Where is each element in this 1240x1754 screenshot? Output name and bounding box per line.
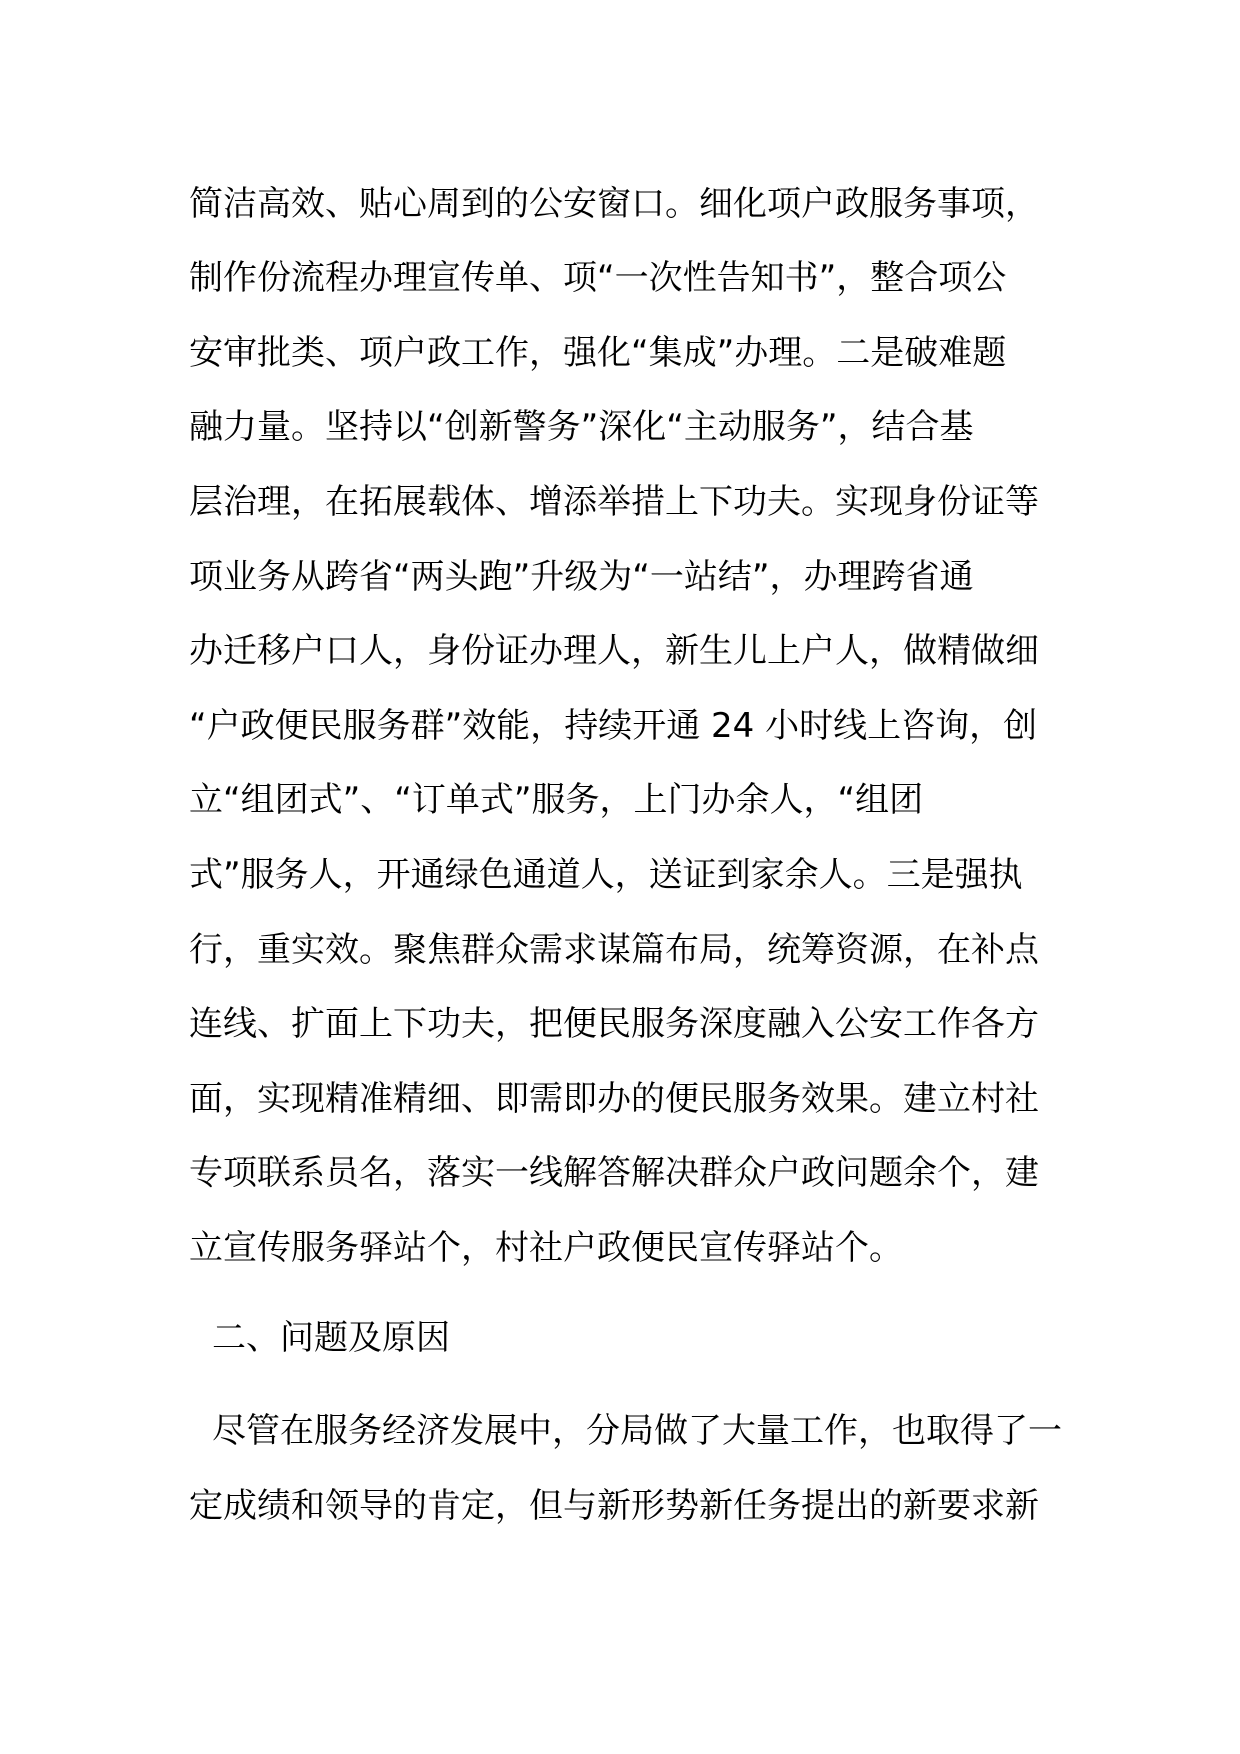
body-line-4: 融力量。坚持以“创新警务”深化“主动服务”，结合基 bbox=[189, 407, 974, 447]
body-line-7: 办迁移户口人，身份证办理人，新生儿上户人，做精做细 bbox=[189, 631, 1039, 671]
body-line-11: 行，重实效。聚焦群众需求谋篇布局，统筹资源，在补点 bbox=[189, 930, 1039, 970]
body-line-12: 连线、扩面上下功夫，把便民服务深度融入公安工作各方 bbox=[189, 1004, 1039, 1044]
section-heading: 二、问题及原因 bbox=[212, 1318, 450, 1358]
body-line-6: 项业务从跨省“两头跑”升级为“一站结”，办理跨省通 bbox=[189, 557, 974, 597]
body-line-10: 式”服务人，开通绿色通道人，送证到家余人。三是强执 bbox=[189, 855, 1023, 895]
body-line-15: 立宣传服务驿站个，村社户政便民宣传驿站个。 bbox=[189, 1228, 903, 1268]
body-line-3: 安审批类、项户政工作，强化“集成”办理。二是破难题 bbox=[189, 333, 1007, 373]
body-line-14: 专项联系员名，落实一线解答解决群众户政问题余个，建 bbox=[189, 1153, 1039, 1193]
body-line-16: 尽管在服务经济发展中，分局做了大量工作，也取得了一 bbox=[212, 1411, 1062, 1451]
body-line-1: 简洁高效、贴心周到的公安窗口。细化项户政服务事项， bbox=[189, 184, 1039, 224]
body-line-8: “户政便民服务群”效能，持续开通 24 小时线上咨询，创 bbox=[189, 706, 1038, 746]
body-line-2: 制作份流程办理宣传单、项“一次性告知书”，整合项公 bbox=[189, 258, 1007, 298]
body-line-9: 立“组团式”、“订单式”服务，上门办余人，“组团 bbox=[189, 780, 924, 820]
body-line-13: 面，实现精准精细、即需即办的便民服务效果。建立村社 bbox=[189, 1079, 1039, 1119]
body-line-5: 层治理，在拓展载体、增添举措上下功夫。实现身份证等 bbox=[189, 482, 1039, 522]
body-line-17: 定成绩和领导的肯定，但与新形势新任务提出的新要求新 bbox=[189, 1486, 1039, 1526]
